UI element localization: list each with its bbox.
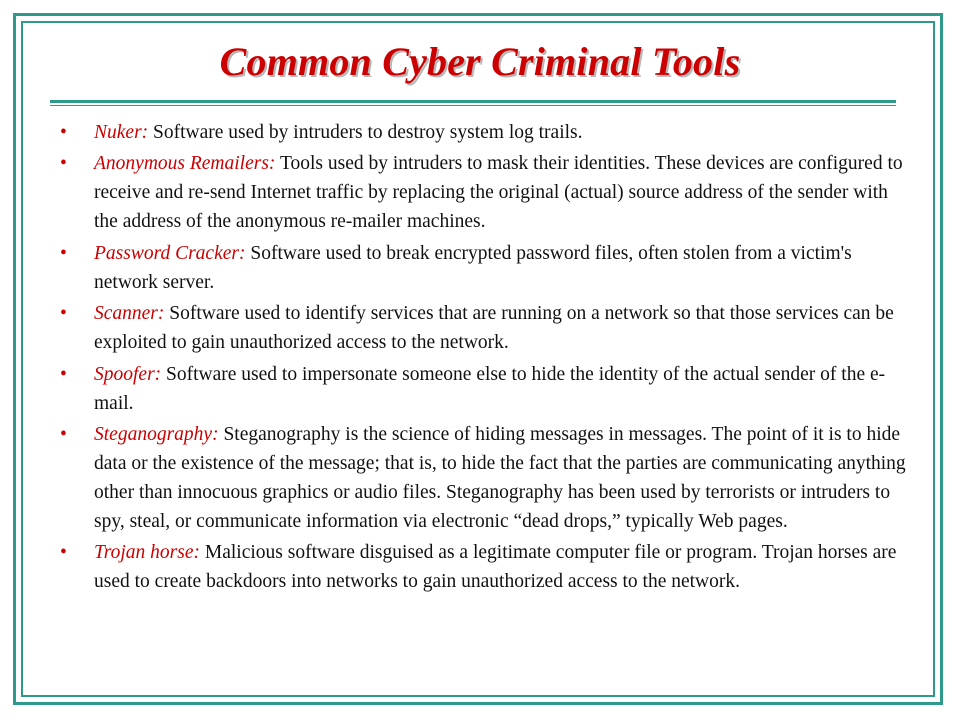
item-term: Steganography:	[94, 423, 219, 445]
tool-list	[60, 118, 910, 599]
list-item-nuker	[60, 118, 910, 147]
bullet-icon: •	[60, 303, 67, 325]
item-description: Software used by intruders to destroy system log trails.	[148, 122, 583, 143]
item-description: Steganography is the science of hiding messages in messages. The point of it is to hide data or the existence of the message; that is, to hide the fact that the parties are communicating anything other than innocuous graphics or audio files. Steganography has been used by terrorists or intruders to spy, steal, or communicate information via electronic “dead drops,” typically Web pages.	[94, 423, 906, 532]
list-item-anonymous-remailers	[60, 149, 910, 236]
list-item-scanner	[60, 299, 910, 357]
item-term: Spoofer:	[94, 363, 162, 385]
item-description: Software used to impersonate someone else to hide the identity of the actual sender of the e-mail.	[94, 363, 886, 414]
list-item-spoofer	[60, 360, 910, 418]
item-description: Malicious software disguised as a legitimate computer file or program. Trojan horses are used to create backdoors into networks to gain unauthorized access to the network.	[94, 542, 897, 593]
item-description: Software used to break encrypted password files, often stolen from a victim's network server.	[94, 242, 852, 293]
item-term: Password Cracker:	[94, 242, 246, 264]
list-item-password-cracker	[60, 239, 910, 297]
slide-title: Common Cyber Criminal Tools	[219, 39, 741, 84]
bullet-icon: •	[60, 242, 67, 264]
bullet-icon: •	[60, 542, 67, 564]
bullet-icon: •	[60, 423, 67, 445]
item-description: Software used to identify services that are running on a network so that those services can be exploited to gain unauthorized access to the network.	[94, 303, 894, 354]
bullet-icon: •	[60, 363, 67, 385]
item-term: Trojan horse:	[94, 542, 201, 564]
list-item-steganography	[60, 420, 910, 536]
item-term: Nuker:	[94, 122, 149, 143]
bullet-icon: •	[60, 122, 67, 143]
title-underline-thin	[50, 105, 896, 106]
item-term: Anonymous Remailers:	[94, 153, 276, 175]
item-description: Tools used by intruders to mask their identities. These devices are configured to receive and re-send Internet traffic by replacing the original (actual) source address of the sender with the address of the anonymous re-mailer machines.	[94, 153, 903, 233]
list-item-trojan-horse	[60, 538, 910, 596]
item-term: Scanner:	[94, 303, 165, 325]
bullet-icon: •	[60, 153, 67, 175]
title-underline	[50, 100, 896, 103]
